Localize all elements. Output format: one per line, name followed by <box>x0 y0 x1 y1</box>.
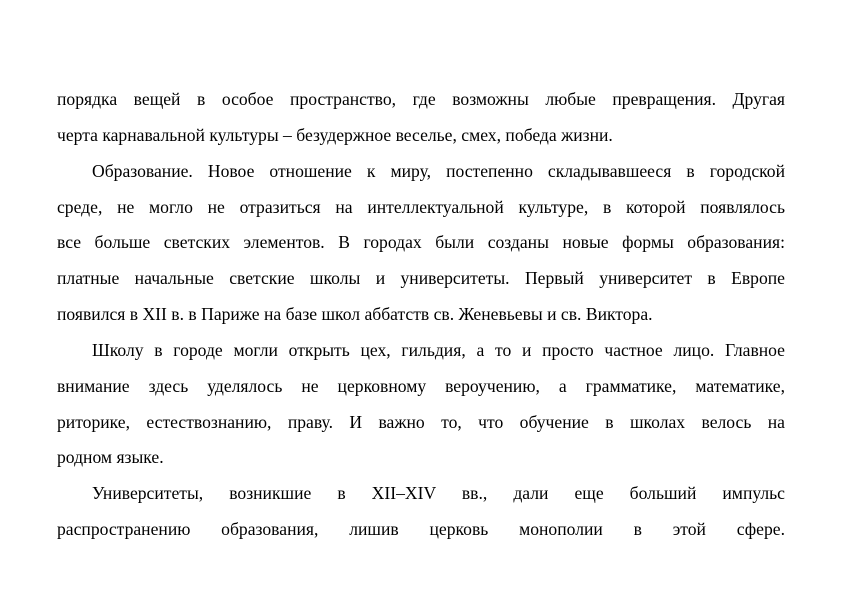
text-line: среде, не могло не отразиться на интеллектуальной культуре, в которой появлялось <box>57 197 785 217</box>
text-line: риторике, естествознанию, праву. И важно то, что обучение в школах велось на <box>57 412 785 432</box>
text-line: распространению образования, лишив церковь монополии в этой сфере. <box>57 519 785 539</box>
text-line: внимание здесь уделялось не церковному вероучению, а грамматике, математике, <box>57 376 785 396</box>
text-line: появился в XII в. в Париже на базе школ аббатств св. Женевьевы и св. Виктора. <box>57 304 653 324</box>
text-line: родном языке. <box>57 447 164 467</box>
paragraph-first-line: Школу в городе могли открыть цех, гильдия, а то и просто частное лицо. Главное <box>92 340 785 360</box>
text-line: порядка вещей в особое пространство, где возможны любые превращения. Другая <box>57 89 785 109</box>
paragraph-first-line: Образование. Новое отношение к миру, постепенно складывавшееся в городской <box>92 161 785 181</box>
text-line: платные начальные светские школы и университеты. Первый университет в Европе <box>57 268 785 288</box>
text-line: черта карнавальной культуры – безудержное веселье, смех, победа жизни. <box>57 125 613 145</box>
text-line: все больше светских элементов. В городах были созданы новые формы образования: <box>57 232 785 252</box>
paragraph-first-line: Университеты, возникшие в XII–XIV вв., дали еще больший импульс <box>92 483 785 503</box>
